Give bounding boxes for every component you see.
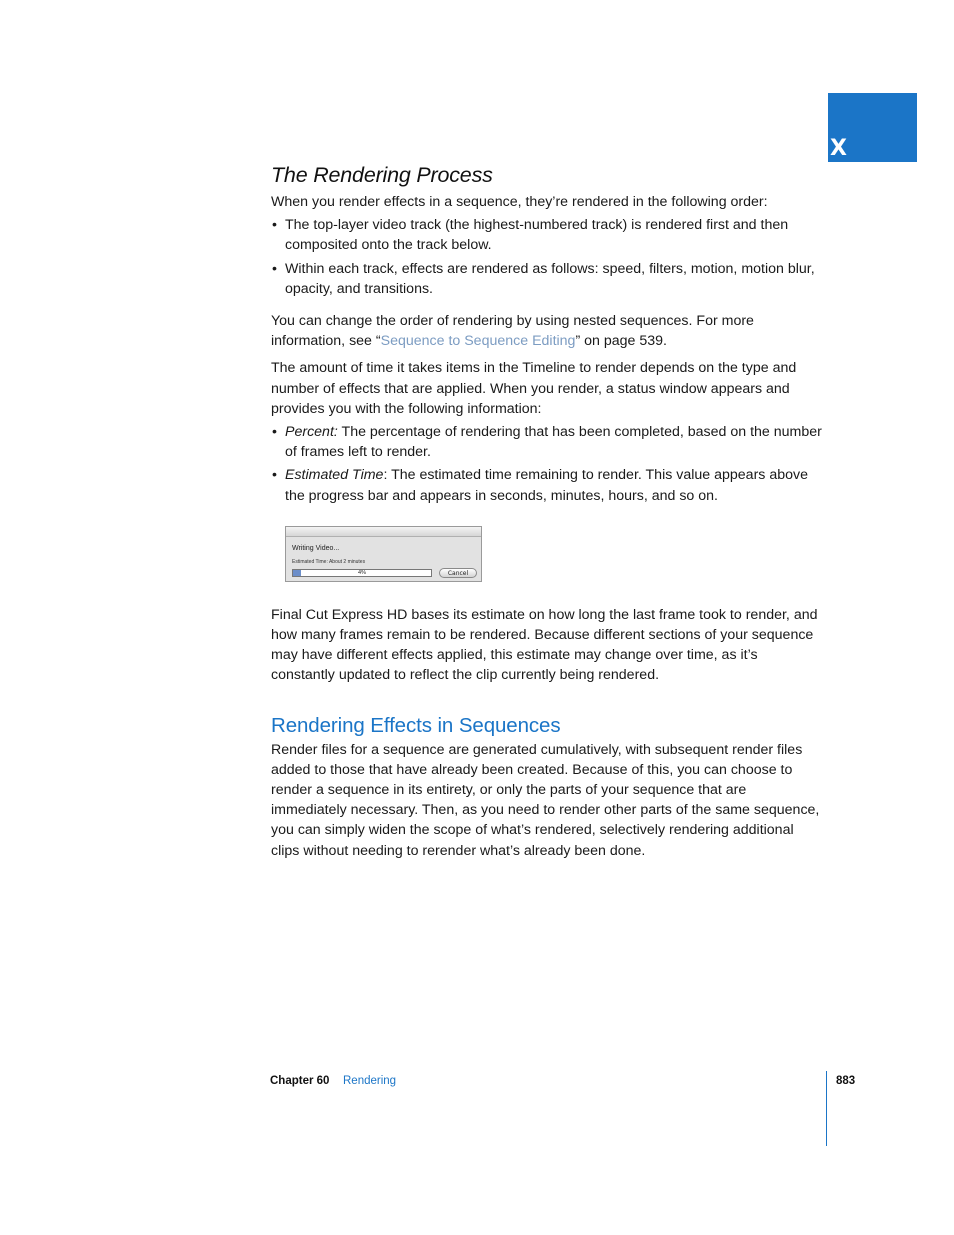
sequence-editing-link[interactable]: Sequence to Sequence Editing — [380, 333, 576, 350]
page-content — [271, 160, 823, 861]
subsection-title: Rendering Effects in Sequences — [271, 713, 561, 737]
nested-text-before: You can change the order of rendering by using nested sequences. For more information, see “ — [271, 313, 754, 350]
cancel-button[interactable]: Cancel — [439, 568, 477, 578]
list-item — [271, 422, 823, 462]
estimated-time-text: Estimated Time: About 2 minutes — [292, 558, 366, 565]
percent-description: The percentage of rendering that has been completed, based on the number of frames left to render. — [285, 424, 822, 461]
list-item: • The top-layer video track (the highest-numbered track) is rendered first and then composited onto the track below. — [271, 215, 823, 255]
status-info-list — [271, 422, 823, 506]
percent-term: Percent: — [285, 424, 338, 441]
part-tab-letter: X — [830, 136, 847, 161]
page-number: 883 — [836, 1075, 856, 1087]
render-time-paragraph: The amount of time it takes items in the Timeline to render depends on the type and number of effects that are applied. When you render, a status window appears and provides you with the following information: — [271, 360, 797, 417]
subsection-body: Render files for a sequence are generated cumulatively, with subsequent render files added to those that have already been created. Because of this, you can choose to render a sequence in its entirety, or only the parts of your sequence that are immediately necessary. Then, as you need to render other parts of the same sequence, you can simply widen the scope of what’s rendered, selectively rendering additional clips without needing to rerender what’s already been done. — [271, 741, 820, 859]
intro-paragraph: When you render effects in a sequence, they’re rendered in the following order: — [271, 194, 768, 210]
footer-divider — [826, 1071, 827, 1146]
estimated-time-term: Estimated Time — [285, 467, 384, 484]
render-status-window-screenshot — [285, 526, 482, 582]
list-item: • Within each track, effects are rendered as follows: speed, filters, motion, motion blur, opacity, and transitions. — [271, 259, 823, 299]
status-window-titlebar — [286, 527, 481, 537]
estimate-paragraph: Final Cut Express HD bases its estimate on how long the last frame took to render, and how many frames remain to be rendered. Because different sections of your sequence may have different effects applied, this estimate may change over time, as it’s constantly updated to reflect the clip currently being rendered. — [271, 606, 818, 684]
footer-chapter: Chapter 60 — [270, 1075, 330, 1087]
render-progress-bar — [292, 569, 432, 577]
render-order-list — [271, 215, 823, 299]
nested-sequences-paragraph — [271, 311, 823, 351]
section-title: The Rendering Process — [271, 163, 493, 187]
list-item — [271, 465, 823, 505]
nested-text-after: ” on page 539. — [575, 333, 667, 350]
progress-percent: 4% — [358, 569, 366, 576]
footer-chapter-link[interactable]: Rendering — [343, 1075, 397, 1087]
status-window-title: Writing Video... — [292, 544, 340, 552]
part-tab — [828, 93, 917, 162]
estimated-time-description: : The estimated time remaining to render. This value appears above the progress bar and appears in seconds, minutes, hours, and so on. — [285, 467, 808, 504]
